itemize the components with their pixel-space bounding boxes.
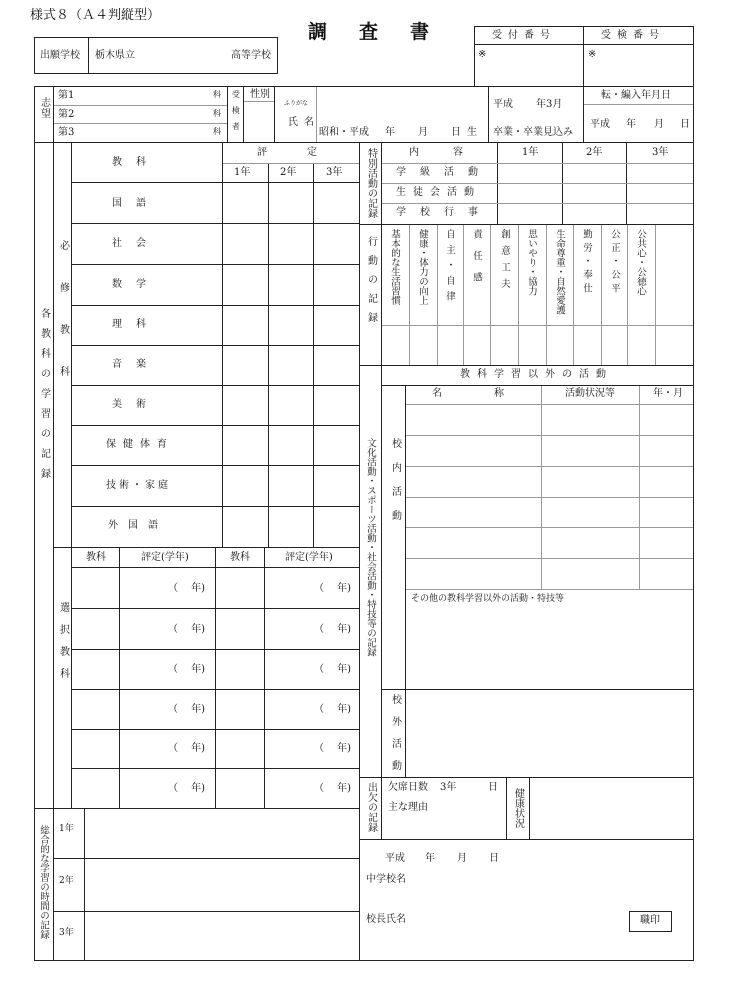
graduation-era: 平成 — [493, 99, 513, 110]
special-item-council: 生徒会活動 — [396, 187, 481, 198]
course-suffix-3: 科 — [213, 127, 221, 136]
special-item-class: 学級活動 — [396, 167, 492, 178]
elective-rating-header-1: 評定(学年) — [141, 552, 189, 563]
transfer-label: 転・編入年月日 — [601, 90, 671, 101]
exam-number-mark: ※ — [588, 49, 597, 60]
behavior-item-1: 基本的な生活習慣 — [388, 229, 400, 305]
absence-reason-label: 主な理由 — [388, 802, 428, 813]
elective-rating-header-2: 評定(学年) — [285, 552, 333, 563]
special-year-1: 1年 — [522, 147, 539, 158]
absence-unit: 日 — [488, 782, 498, 793]
behavior-item-10: 公共心・公徳心 — [634, 229, 646, 296]
school-box-label: 出願学校 — [40, 50, 80, 61]
elective-year-6b: （ 年) — [314, 783, 352, 794]
elective-subject-header-1: 教科 — [86, 552, 106, 563]
elective-year-2a: （ 年) — [168, 624, 206, 635]
form-label: 様式８（Ａ４判縦型） — [30, 8, 161, 23]
special-content-header: 内容 — [409, 147, 497, 158]
special-year-2: 2年 — [586, 147, 603, 158]
elective-year-5a: （ 年) — [168, 743, 206, 754]
rating-year-3: 3年 — [326, 167, 343, 178]
special-label: 特別活動の記録 — [365, 148, 377, 218]
school-suffix: 高等学校 — [231, 50, 271, 61]
integrated-year-1: 1年 — [59, 824, 74, 834]
activities-header: 教科学習以外の活動 — [460, 369, 613, 380]
elective-year-3a: （ 年) — [168, 664, 206, 675]
absence-year: 3年 — [440, 782, 457, 793]
behavior-item-6: 思いやり・協力 — [525, 229, 537, 296]
in-school-label: 校内活動 — [389, 438, 401, 534]
out-school-label: 校外活動 — [389, 694, 401, 782]
behavior-label: 行動の記録 — [365, 236, 377, 331]
elective-year-4a: （ 年) — [168, 704, 206, 715]
subject-social: 社会 — [112, 238, 160, 249]
subject-foreign-lang: 外国語 — [108, 520, 168, 531]
receipt-number-mark: ※ — [478, 49, 487, 60]
activities-col-status: 活動状況等 — [565, 388, 615, 399]
transfer-month-unit: 月 — [654, 119, 664, 130]
subject-art: 美術 — [112, 399, 160, 410]
subject-health-pe: 保健体育 — [106, 439, 174, 450]
gender-label: 性別 — [250, 89, 270, 100]
course-suffix-2: 科 — [213, 109, 221, 118]
integrated-year-3: 3年 — [59, 928, 74, 938]
behavior-item-2: 健康・体力の向上 — [416, 229, 428, 305]
subject-japanese: 国語 — [112, 198, 160, 209]
graduation-year-month: 年3月 — [536, 99, 563, 110]
special-item-events: 学校行事 — [396, 207, 492, 218]
aspiration-label: 志望 — [38, 97, 50, 119]
subject-music: 音楽 — [112, 359, 160, 370]
school-prefecture: 栃木県立 — [95, 50, 135, 61]
elective-year-4b: （ 年) — [314, 704, 352, 715]
rating-year-2: 2年 — [280, 167, 297, 178]
elective-year-1b: （ 年) — [314, 583, 352, 594]
integrated-year-2: 2年 — [59, 876, 74, 886]
exam-number-label: 受検番号 — [601, 30, 665, 41]
page-title: 調査書 — [308, 21, 462, 43]
transfer-day-unit: 日 — [680, 119, 690, 130]
birth-month-unit: 月 — [418, 127, 428, 138]
birth-year-unit: 年 — [385, 127, 395, 138]
name-label: 氏名 — [288, 117, 320, 128]
course-suffix-1: 科 — [213, 90, 221, 99]
birth-era: 昭和・平成 — [319, 127, 369, 138]
behavior-item-9: 公正・公平 — [608, 229, 620, 297]
subjects-section-label: 各教科の学習の記録 — [38, 308, 50, 488]
middle-school-label: 中学校名 — [366, 874, 406, 885]
receipt-number-label: 受付番号 — [492, 30, 556, 41]
signature-date-era: 平成 — [385, 853, 405, 864]
activities-label: 文化活動・スポーツ活動・社会活動・特技等の記録 — [364, 438, 376, 657]
choice-2: 第2 — [58, 109, 75, 120]
elective-year-2b: （ 年) — [314, 624, 352, 635]
behavior-item-8: 勤労・奉仕 — [580, 229, 592, 297]
graduation-status: 卒業・卒業見込み — [493, 127, 573, 138]
furigana-label: ふりがな — [284, 100, 309, 107]
activities-col-name: 名称 — [432, 388, 556, 399]
behavior-item-7: 生命尊重・自然愛護 — [553, 229, 565, 315]
choice-3: 第3 — [58, 127, 75, 138]
absence-label: 欠席日数 — [388, 782, 428, 793]
elective-year-1a: （ 年) — [168, 583, 206, 594]
elective-subject-header-2: 教科 — [230, 552, 250, 563]
examinee-label: 受検者 — [231, 90, 241, 138]
signature-year-unit: 年 — [425, 853, 435, 864]
choice-1: 第1 — [58, 90, 75, 101]
activities-col-date: 年・月 — [653, 388, 683, 399]
required-label: 必修教科 — [57, 240, 69, 408]
behavior-item-5: 創意工夫 — [498, 229, 510, 295]
birth-day-unit: 日生 — [451, 127, 483, 138]
subject-tech-home: 技術・家庭 — [106, 480, 171, 491]
health-label: 健康状況 — [512, 788, 524, 828]
signature-month-unit: 月 — [457, 853, 467, 864]
principal-label: 校長氏名 — [366, 914, 406, 925]
elective-year-3b: （ 年) — [314, 664, 352, 675]
signature-day-unit: 日 — [489, 853, 499, 864]
transfer-era: 平成 — [590, 119, 610, 130]
behavior-item-4: 責任感 — [470, 229, 482, 294]
integrated-label: 総合的な学習の時間の記録 — [37, 825, 49, 939]
elective-label: 選択教科 — [57, 602, 69, 690]
subject-math: 数学 — [112, 279, 160, 290]
subject-science: 理科 — [112, 319, 160, 330]
behavior-item-3: 自主・自律 — [443, 229, 455, 307]
rating-year-1: 1年 — [234, 167, 251, 178]
special-year-3: 3年 — [652, 147, 669, 158]
transfer-year-unit: 年 — [626, 119, 636, 130]
seal-label: 職印 — [640, 915, 660, 926]
rating-header: 評定 — [257, 147, 357, 158]
subject-header: 教科 — [112, 157, 160, 168]
elective-year-5b: （ 年) — [314, 743, 352, 754]
other-activities-label: その他の教科学習以外の活動・特技等 — [411, 594, 565, 604]
elective-year-6a: （ 年) — [168, 783, 206, 794]
attendance-label: 出欠の記録 — [365, 782, 377, 832]
